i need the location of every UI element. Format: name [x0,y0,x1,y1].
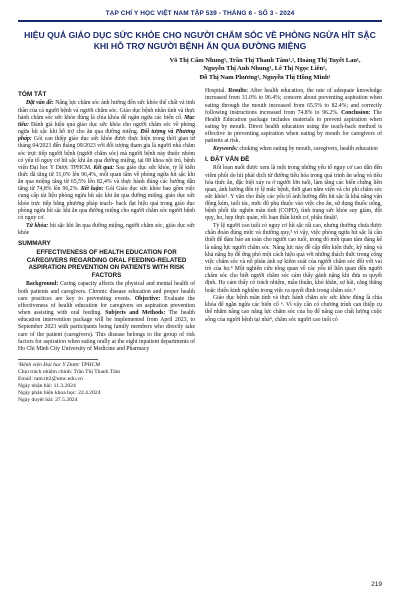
journal-header: TẠP CHÍ Y HỌC VIỆT NAM TẬP 539 - THÁNG 6 - SỐ 3 - 2024 [105,10,295,17]
author-line-1: Võ Thị Cẩm Nhung¹, Trần Thị Thanh Tâm¹,², Hoàng Thị Tuyết Lan¹, [169,56,361,64]
english-keywords: Keywords: choking when eating by mouth, caregivers, health education [213,146,378,153]
header-rule [18,20,382,22]
footnote-accepted: Ngày duyệt bài: 27.5.2024 [18,396,78,403]
footnote-reviewed: Ngày phản biện khoa học: 22.4.2024 [18,389,101,396]
footnote-affiliation: ¹Bệnh viện Đại học Y Dược TPHCM [18,362,100,368]
author-line-3: Đỗ Thị Nam Phương¹, Nguyễn Thị Hồng Minh¹ [199,73,331,81]
english-title: EFFECTIVENESS OF HEALTH EDUCATION FOR CAREGIVERS REGARDING ORAL FEEDING-RELATED ASPIRATION PREVENTION ON PATIENTS WITH RISK FACTORS [26,249,187,279]
intro-paragraph-2: Tỷ lệ người cao tuổi có nguy cơ hít sặc rất cao, nhưng thường chưa được chẩn đoán đúng mức và thường quy,³ vì vậy, việc phòng ngừa hít sặc là cần thiết để đảm bảo an toàn cho người cao tuổi, trong đó mối quan tâm đáng kể là nâng lực người chăm sóc. Nâng lực này đề cập đến kiến thức, kỹ năng và khả năng họ để ứng phó một cách hiệu quả với những thách thức trong công việc chăm sóc và nỗ phán ánh sự kiêm soát của người chăm sóc đối với vai trò của họ.⁴ Một nghiên cứu tổng quan về các yếu tố liên quan đến người chăm sóc cho biết người chăm sóc cảm thấy gánh nặng khi đưa ra quyết định. Họ cảm thấy có trách nhiệm, mâu thuẫn, khó khăn, sợ hãi, căng thẳng hoặc thiếu kinh nghiệm trong việc ra quyết định trong chăm sóc.⁵ [205,223,382,294]
article-title: HIỆU QUẢ GIÁO DỤC SỨC KHỎE CHO NGƯỜI CHĂM SÓC VỀ PHÒNG NGỪA HÍT SẶC KHI HỖ TRỢ NGƯỜI BỆNH ĂN QUA ĐƯỜNG MIỆNG [24,29,376,51]
author-line-2: Nguyễn Thị Anh Nhung¹, Lê Thị Ngọc Liên¹, [203,65,327,73]
footnote-corresponding: Chịu trách nhiệm chính: Trần Thị Thanh Tâm [18,368,121,375]
right-column [205,88,382,403]
footnote-received: Ngày nhận bài: 11.3.2024 [18,382,76,389]
author-list [168,57,362,83]
english-abstract: Background: Caring capacity affects the physical and mental health of both patients and caregivers. Chronic disease education and proper health care practices are key to preventing events. Objective: Evaluate the effectiveness of health education for caregivers on aspiration prevention when assisting with oral feeding. Subjects and Methods: The health education intervention package will be implemented from April 2023, to September 2023 with participants being family members who directly take care of the patient (caregivers). This disease belongs to the group of risk factors for aspiration when eating orally at the eight inpatient departments of Ho Chi Minh City University of Medicine and Pharmacy [18,281,196,352]
introduction-heading: I. ĐẶT VẤN ĐỀ [205,156,250,164]
vietnamese-abstract: Đặt vấn đề: Nâng lực chăm sóc ảnh hưởng đến sức khỏe thể chất và tinh thần của cả người bệnh và người chăm sóc. Giáo dục bệnh nhân tình và thực hành chăm sóc sức khỏe đúng là chìa khóa để ngăn ngừa các biến cố. Mục tiêu: Đánh giá hiệu quả giáo dục sức khỏe cho người chăm sóc về phòng ngừa hít sặc khi hỗ trợ cho ăn qua đường miệng. Đối tượng và Phương pháp: Gói can thiệp giáo dục sức khỏe được thực hiện trong thời gian từ tháng 04/2023 đến tháng 09/2023 với đối tượng tham gia là người nhà chăm sóc trực tiếp người bệnh (người chăm sóc) mà người bệnh này thuộc nhóm có yếu tố nguy cơ hít sặc khi ăn qua đường miệng, tại 08 khoa nội trú, bệnh viện Đại học Y Dược TPHCM. Kết quả: Sau giáo dục sức khỏe, tỷ lệ kiến thức đã tăng từ 31,0% lên 96,4%, mối quan tâm về phòng ngừa hít sặc khi ăn qua miệng tăng từ 65,5% lên 82,4% và thực hành đúng các hướng dẫn tăng từ 74,8% lên 96,2%. Kết luận: Gói Giáo dục sức khỏe bao gồm việc cung cấp tài liệu phòng ngừa hít sặc khi ăn qua đường miệng, giáo dục sức khỏe trực tiếp bằng phương pháp teach- back đạt hiệu quả trong giáo dục phòng ngừa hít sặc khi ăn qua đường miệng cho người chăm sóc người bệnh có nguy cơ. [18,100,196,221]
page-number: 219 [371,581,382,588]
left-column [18,88,195,403]
intro-paragraph-1: Rối loạn nuốt được xem là một trong những yếu tố nguy cơ cao dẫn đến viêm phổi do hít phải dịch từ đường tiêu hóa trong quá trình ăn uống và tiêu hóa thức ăn, đặc biệt xảy ra ở người lớn tuổi, làm tăng các biến chứng liên quan, ảnh hưởng đến tỷ lệ mắc bệnh, thời gian nằm viện và chi phí chăm sóc sức khỏe¹. Y văn cho thấy các yếu tố ảnh hưởng đến hít sặc là khả năng vận động kém, tuổi tác, mức độ phụ thuộc vào việc cho ăn, sử dụng thuốc uống, bệnh phổi tắc nghẽn mãn tính (COPD), tình trạng sức khỏe suy giảm, đột quỵ, ho, hẹp thực quản, rối loạn thần kinh cơ, phẫu thuật². [205,165,382,222]
two-column-body [18,88,382,403]
english-abstract-continued: Hospital. Results: After health education, the rate of adequate knowledge increased from 31.0% to 96.4%; concern about preventing aspiration when eating through the mouth increased from 65.5% to 82.4%; and correctly following instructions increased from 74.8% to 96.2%. Conclusion: The Health Education package includes materials to prevent aspiration when eating by mouth. Direct health education using the teach-back method is effective in preventing aspiration when eating by mouth for caregivers of patients at risk. [205,88,382,145]
tomtat-heading: TÓM TẮT [18,91,47,99]
intro-paragraph-3: Giáo dục bệnh mãn tính và thực hành chăm sóc sức khỏe đúng là chìa khóa để ngăn ngừa các biến cố ⁶. Vì vậy cần có chương trình can thiệp cụ thể nhằm nâng cao năng lực chăm sóc của họ để nâng cao chất lượng cuộc sống của người bệnh tại nhà⁴, chăm sóc người cao tuổi có [205,295,382,323]
summary-heading: SUMMARY [18,239,51,247]
footnote-email: Email: tam.ttt2@umc.edu.vn [18,375,83,382]
vietnamese-keywords: Từ khóa: hít sặc khi ăn qua đường miệng, người chăm sóc, giáo dục sức khỏe [18,222,196,236]
